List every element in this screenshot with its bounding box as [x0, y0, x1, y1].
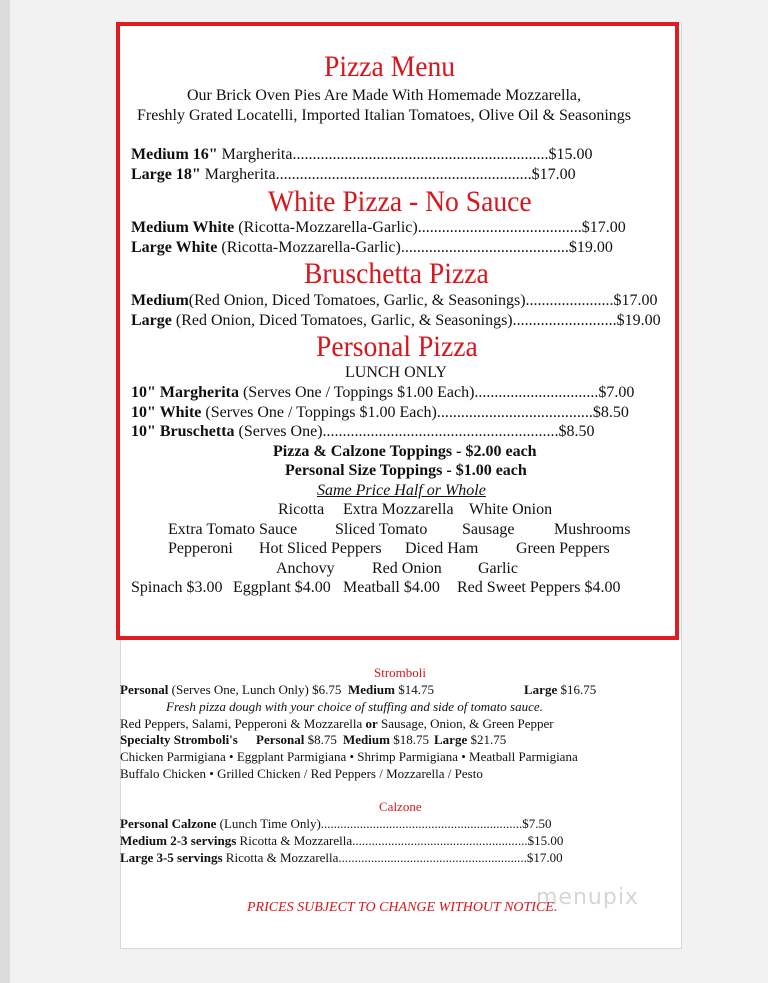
topping-sliced-tomato: Sliced Tomato	[335, 521, 428, 538]
item-name: Large 18"	[131, 166, 201, 183]
item-desc: Margherita	[217, 146, 293, 163]
item-dots: ...........................................................	[322, 423, 559, 440]
calzone-personal	[120, 816, 552, 832]
stromboli-personal	[120, 682, 341, 698]
fillings-or: or	[365, 716, 378, 731]
premium-topping-spinach: Spinach $3.00	[131, 579, 223, 596]
item-desc: (Red Onion, Diced Tomatoes, Garlic, & Seasonings)	[171, 312, 513, 329]
pizza-menu-title: Pizza Menu	[324, 50, 456, 83]
personal-pizza-title: Personal Pizza	[316, 330, 478, 363]
stromboli-medium-label: Medium	[348, 682, 395, 697]
item-price: $15.00	[527, 833, 564, 848]
item-name: Medium	[131, 292, 189, 309]
item-desc: (Ricotta-Mozzarella-Garlic)	[234, 219, 418, 236]
menu-item-medium-white	[131, 219, 626, 237]
fillings-option-b: Sausage, Onion, & Green Pepper	[377, 716, 554, 731]
stromboli-large-label: Large	[524, 682, 558, 697]
menu-item-large-margherita	[131, 166, 576, 184]
specialty-personal	[256, 732, 337, 748]
item-desc: (Serves One / Toppings $1.00 Each)	[238, 384, 475, 401]
topping-red-onion: Red Onion	[372, 560, 442, 577]
stromboli-tagline: Fresh pizza dough with your choice of stuffing and side of tomato sauce.	[166, 699, 543, 714]
premium-topping-red-sweet-peppers: Red Sweet Peppers $4.00	[457, 579, 621, 596]
menu-item-medium-margherita	[131, 146, 592, 164]
specialty-kinds-1: Chicken Parmigiana • Eggplant Parmigiana • Shrimp Parmigiana • Meatball Parmigiana	[120, 749, 578, 764]
item-name: Medium White	[131, 219, 235, 236]
topping-diced-ham: Diced Ham	[405, 540, 479, 557]
item-dots: ..........................	[512, 312, 617, 329]
item-name: Personal Calzone	[120, 816, 217, 831]
calzone-medium	[120, 833, 563, 849]
stromboli-medium	[348, 682, 434, 698]
item-dots: .........................................	[417, 219, 582, 236]
same-price-note: Same Price Half or Whole	[317, 482, 486, 499]
specialty-label: Specialty Stromboli's	[120, 732, 238, 747]
menu-item-personal-white	[131, 404, 629, 422]
topping-mushrooms: Mushrooms	[554, 521, 631, 538]
menu-item-medium-bruschetta	[131, 292, 658, 310]
intro-line-1: Our Brick Oven Pies Are Made With Homemade Mozzarella,	[186, 87, 582, 104]
item-price: $19.00	[568, 239, 613, 256]
topping-ricotta: Ricotta	[278, 501, 325, 518]
stromboli-medium-price: $14.75	[394, 682, 434, 697]
item-dots: .......................................	[436, 404, 593, 421]
premium-topping-meatball: Meatball $4.00	[343, 579, 440, 596]
item-dots: ...............................	[474, 384, 599, 401]
item-desc: (Red Onion, Diced Tomatoes, Garlic, & Seasonings)	[188, 292, 526, 309]
item-desc: (Serves One)	[234, 423, 323, 440]
topping-anchovy: Anchovy	[276, 560, 335, 577]
item-price: $17.00	[526, 850, 563, 865]
item-price: $8.50	[558, 423, 595, 440]
topping-garlic: Garlic	[478, 560, 518, 577]
item-name: 10" Bruschetta	[131, 423, 235, 440]
topping-white-onion: White Onion	[469, 501, 553, 518]
topping-pepperoni: Pepperoni	[168, 540, 233, 557]
item-price: $17.00	[613, 292, 658, 309]
item-desc: (Serves One / Toppings $1.00 Each)	[201, 404, 437, 421]
item-desc: (Lunch Time Only)	[216, 816, 321, 831]
item-dots: ..........................................................	[338, 850, 527, 865]
stromboli-fillings	[120, 716, 554, 732]
left-edge	[0, 0, 10, 983]
item-name: Medium 16"	[131, 146, 218, 163]
item-desc: Ricotta & Mozzarella	[236, 833, 353, 848]
specialty-large-price: $21.75	[467, 732, 507, 747]
item-price: $15.00	[548, 146, 593, 163]
intro-line-2: Freshly Grated Locatelli, Imported Italian Tomatoes, Olive Oil & Seasonings	[136, 107, 632, 124]
item-price: $17.00	[531, 166, 576, 183]
item-dots: ................................................................	[292, 146, 549, 163]
specialty-medium	[343, 732, 429, 748]
specialty-medium-label: Medium	[343, 732, 390, 747]
stromboli-large-price: $16.75	[557, 682, 597, 697]
toppings-price-line-1: Pizza & Calzone Toppings - $2.00 each	[273, 443, 537, 460]
menupix-watermark: menupix	[536, 885, 639, 910]
topping-green-peppers: Green Peppers	[516, 540, 610, 557]
specialty-stromboli-line	[120, 732, 238, 748]
item-desc: Ricotta & Mozzarella	[222, 850, 339, 865]
item-dots: ......................	[525, 292, 614, 309]
stromboli-large	[524, 682, 596, 698]
topping-extra-tomato-sauce: Extra Tomato Sauce	[168, 521, 298, 538]
item-price: $7.50	[522, 816, 552, 831]
item-name: Large	[131, 312, 172, 329]
menu-item-large-white	[131, 239, 613, 257]
item-desc: Margherita	[200, 166, 276, 183]
topping-sausage: Sausage	[462, 521, 515, 538]
item-name: Medium 2-3 servings	[120, 833, 237, 848]
menu-item-personal-bruschetta	[131, 423, 595, 441]
specialty-personal-label: Personal	[256, 732, 305, 747]
stromboli-personal-desc: (Serves One, Lunch Only) $6.75	[168, 682, 342, 697]
specialty-large	[434, 732, 506, 748]
stromboli-personal-label: Personal	[120, 682, 169, 697]
item-name: 10" Margherita	[131, 384, 239, 401]
specialty-kinds-2: Buffalo Chicken • Grilled Chicken / Red Peppers / Mozzarella / Pesto	[120, 766, 483, 781]
item-price: $19.00	[616, 312, 661, 329]
item-desc: (Ricotta-Mozzarella-Garlic)	[217, 239, 401, 256]
calzone-title: Calzone	[379, 799, 422, 814]
price-change-notice: PRICES SUBJECT TO CHANGE WITHOUT NOTICE.	[247, 900, 558, 915]
toppings-price-line-2: Personal Size Toppings - $1.00 each	[285, 462, 527, 479]
item-price: $17.00	[581, 219, 626, 236]
item-price: $8.50	[592, 404, 629, 421]
item-dots: ..........................................	[400, 239, 569, 256]
stromboli-title: Stromboli	[374, 665, 427, 680]
premium-topping-eggplant: Eggplant $4.00	[233, 579, 331, 596]
lunch-only-label: LUNCH ONLY	[345, 364, 447, 381]
item-name: Large 3-5 servings	[120, 850, 223, 865]
specialty-personal-price: $8.75	[304, 732, 337, 747]
item-dots: ......................................................	[352, 833, 528, 848]
item-name: Large White	[131, 239, 218, 256]
menu-item-large-bruschetta	[131, 312, 661, 330]
item-dots: ................................................................	[275, 166, 532, 183]
menu-item-personal-margherita	[131, 384, 634, 402]
calzone-large	[120, 850, 563, 866]
topping-hot-sliced-peppers: Hot Sliced Peppers	[259, 540, 382, 557]
bruschetta-pizza-title: Bruschetta Pizza	[304, 257, 489, 290]
specialty-medium-price: $18.75	[389, 732, 429, 747]
item-price: $7.00	[598, 384, 635, 401]
topping-extra-mozzarella: Extra Mozzarella	[343, 501, 454, 518]
white-pizza-title: White Pizza - No Sauce	[268, 185, 532, 218]
item-name: 10" White	[131, 404, 202, 421]
item-dots: ..............................................................	[320, 816, 523, 831]
specialty-large-label: Large	[434, 732, 468, 747]
fillings-option-a: Red Peppers, Salami, Pepperoni & Mozzarella	[120, 716, 366, 731]
